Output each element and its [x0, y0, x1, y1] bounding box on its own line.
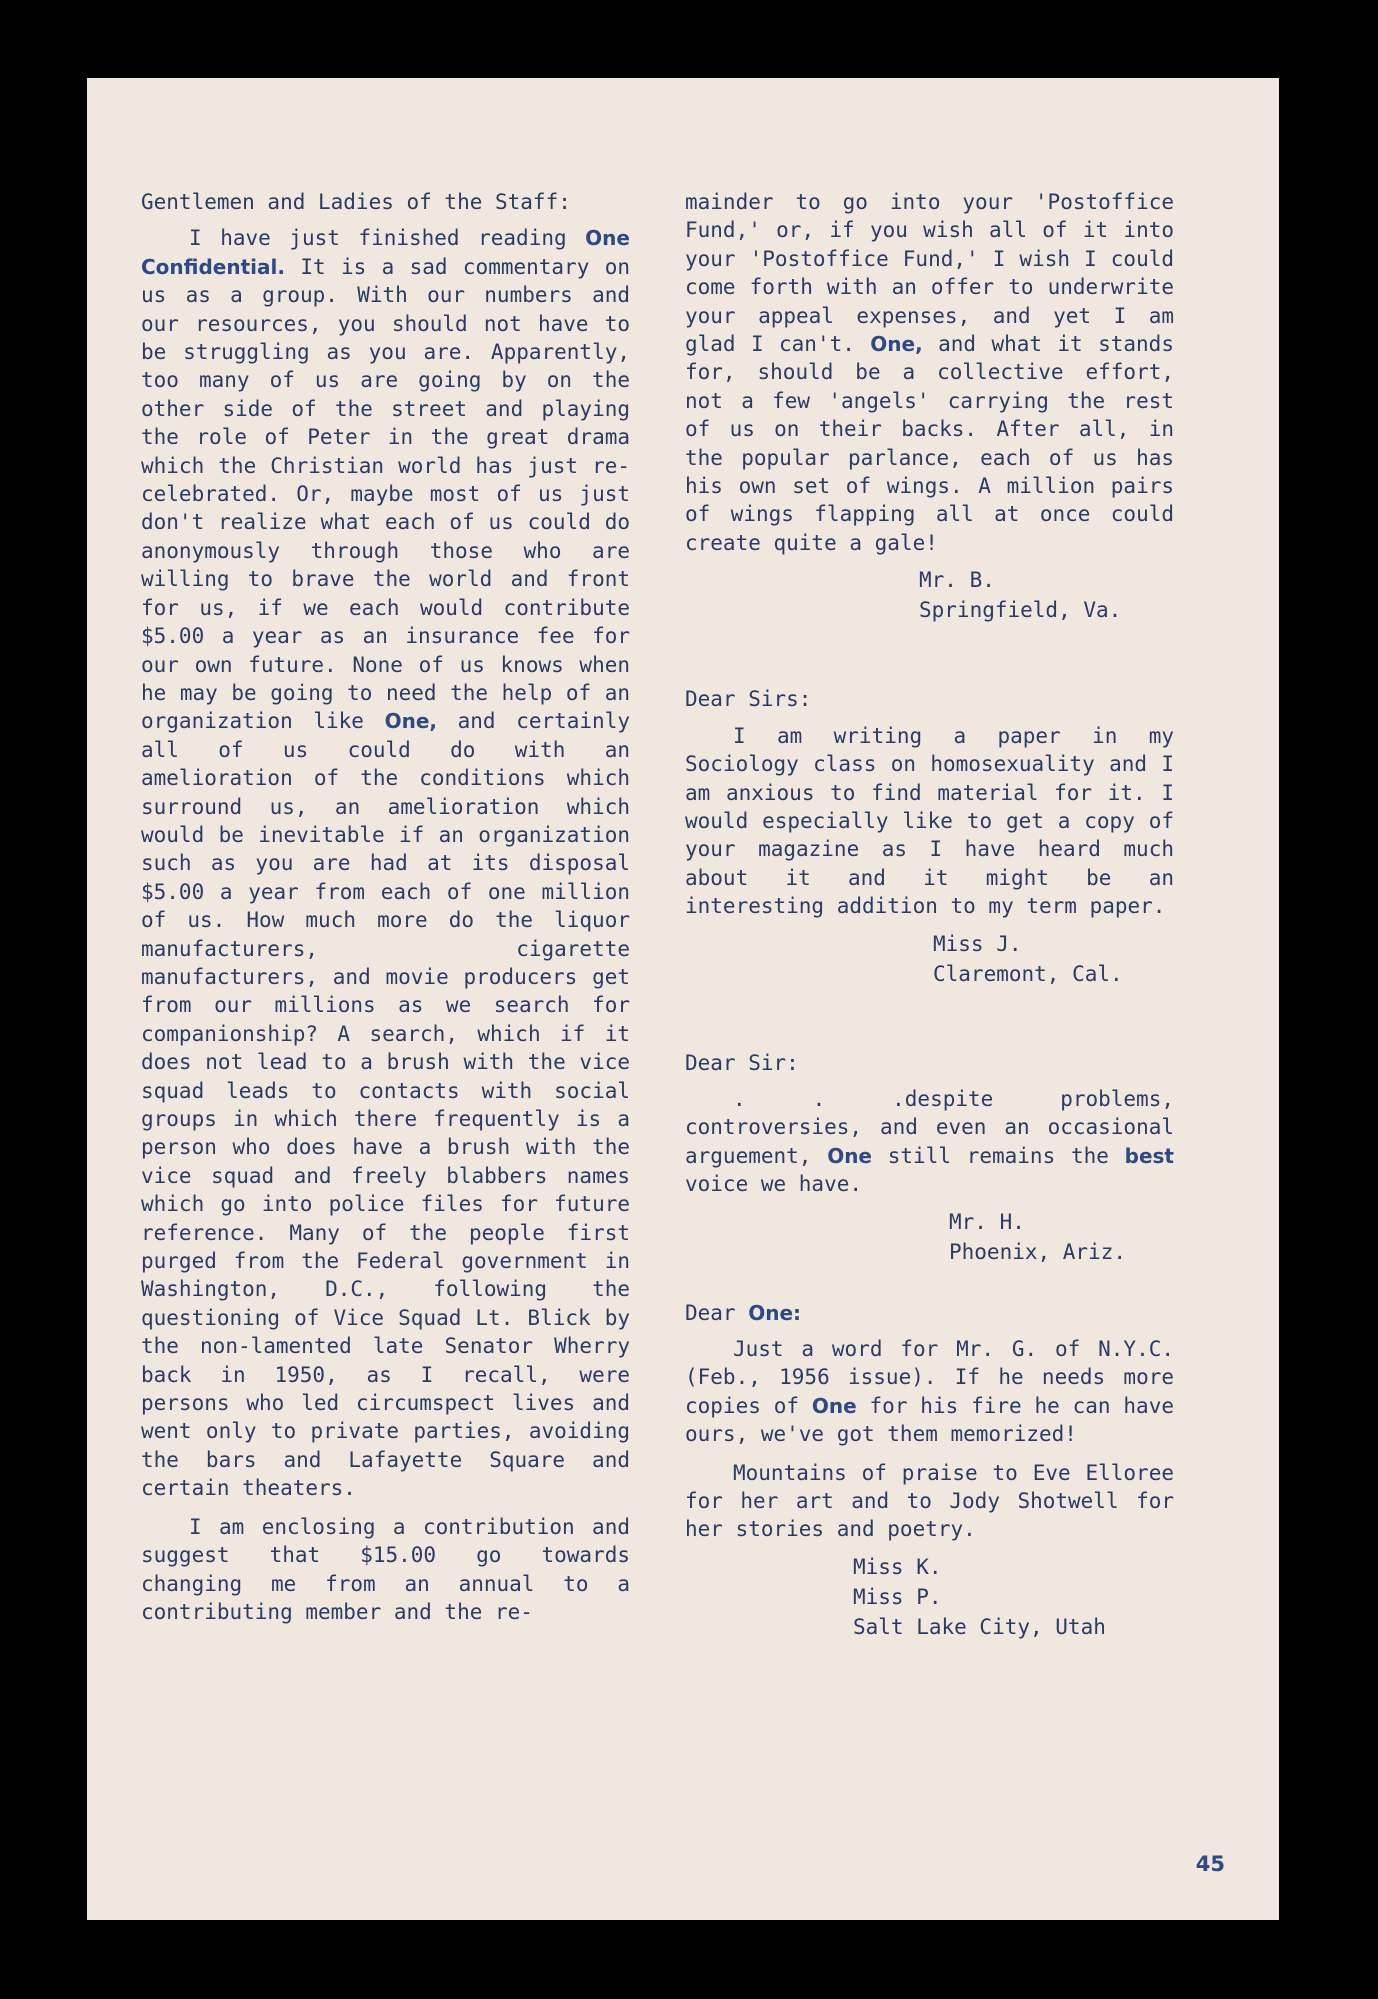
signature-place: Springfield, Va. [919, 598, 1122, 623]
letter-paragraph: I am writing a paper in my Sociology class on homosexuality and I am anxious to find material for it. I would especially like to get a copy of your magazine as I have heard much about it and it might be an interesting addition to my term paper. [685, 723, 1174, 919]
signature-name: Miss K. [853, 1554, 942, 1579]
letter-signature [685, 1207, 1174, 1267]
magazine-name: One [827, 1143, 872, 1168]
letter-paragraph: I am enclosing a contribution and suggest that $15.00 go towards changing me from an annual to a contributing member and the re- [141, 1514, 630, 1624]
signature-name: Mr. B. [919, 568, 995, 593]
signature-name: Miss J. [933, 931, 1022, 956]
magazine-name: One, [384, 709, 437, 734]
letter-signature [685, 929, 1174, 989]
signature-name: Miss P. [853, 1584, 942, 1609]
left-column [141, 188, 630, 1626]
letter-paragraph: Mountains of praise to Eve Elloree for her art and to Jody Shotwell for her stories and poetry. [685, 1460, 1174, 1542]
magazine-name: One [811, 1393, 857, 1418]
right-column [685, 188, 1174, 1642]
letter-salutation: Dear One: [685, 1300, 802, 1325]
signature-place: Salt Lake City, Utah [853, 1614, 1106, 1639]
letter-salutation: Dear Sir: [685, 1050, 799, 1075]
magazine-page [87, 78, 1279, 1920]
magazine-name: One: [748, 1300, 802, 1325]
signature-place: Claremont, Cal. [933, 961, 1123, 986]
letter-salutation: Dear Sirs: [685, 687, 812, 712]
letter-salutation: Gentlemen and Ladies of the Staff: [141, 190, 571, 214]
signature-place: Phoenix, Ariz. [949, 1239, 1127, 1264]
letter-paragraph: I have just finished reading One Confidential. It is a sad commentary on us as a group. With our numbers and our resources, you should not have to be struggling as you are. Apparently, too many of us are going by on the other side of the street and playing the role of Peter in the great drama which the Christian world has just re-celebrated. Or, maybe most of us just don't realize what each of us could do anonymously through those who are willing to brave the world and front for us, if we each would contribute $5.00 a year as an insurance fee for our own future. None of us knows when he may be going to need the help of an organization like One, and certainly all of us could do with an amelioration of the conditions which surround us, an amelioration which would be inevitable if an organization such as you are had at its disposal $5.00 a year from each of one million of us. How much more do the liquor manufacturers, cigarette manufacturers, and movie producers get from our millions as we search for companionship? A search, which if it does not lead to a brush with the vice squad leads to contacts with social groups in which there frequently is a person who does have a brush with the vice squad and freely blabbers names which go into police files for future reference. Many of the people first purged from the Federal government in Washington, D.C., following the questioning of Vice Squad Lt. Blick by the non-lamented late Senator Wherry back in 1950, as I recall, were persons who led circumspect lives and went only to private parties, avoiding the bars and Lafayette Square and certain theaters. [141, 226, 630, 1501]
letter-paragraph: Just a word for Mr. G. of N.Y.C. (Feb., 1956 issue). If he needs more copies of One for his fire he can have ours, we've got them memorized! [685, 1336, 1174, 1447]
page-number: 45 [1195, 1852, 1225, 1876]
magazine-name: One, [870, 332, 923, 357]
letter-signature [685, 565, 1174, 625]
emphasis-best: best [1124, 1143, 1174, 1168]
magazine-title: One Confidential. [141, 226, 630, 279]
letter-signature [685, 1552, 1174, 1642]
letter-paragraph: mainder to go into your 'Postoffice Fund,' or, if you wish all of it into your 'Postoffice Fund,' I wish I could come forth with an offer to underwrite your appeal expenses, and yet I am glad I can't. One, and what it stands for, should be a collective effort, not a few 'angels' carrying the rest of us on their backs. After all, in the popular parlance, each of us has his own set of wings. A million pairs of wings flapping all at once could create quite a gale! [685, 190, 1174, 555]
letter-paragraph: . . .despite problems, controversies, and even an occasional arguement, One still remains the best voice we have. [685, 1086, 1174, 1197]
signature-name: Mr. H. [949, 1209, 1025, 1234]
